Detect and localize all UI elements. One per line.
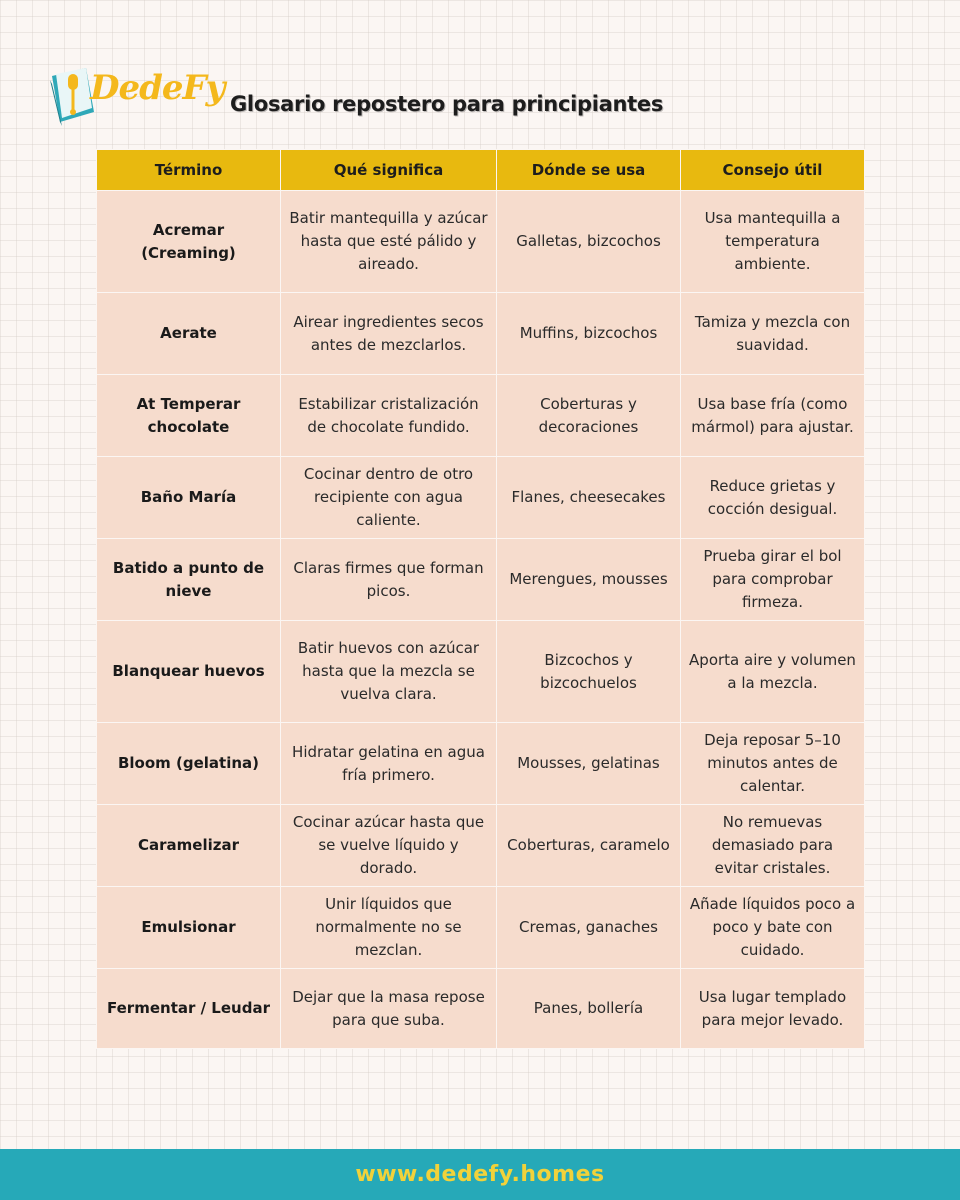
term-cell: At Temperar chocolate [97,375,281,457]
usage-cell: Bizcochos y bizcochuelos [497,621,681,723]
meaning-cell: Estabilizar cristalización de chocolate fundido. [281,375,497,457]
term-cell: Blanquear huevos [97,621,281,723]
tip-cell: Prueba girar el bol para comprobar firmeza. [681,539,865,621]
meaning-cell: Batir mantequilla y azúcar hasta que esté pálido y aireado. [281,191,497,293]
table-row [97,539,865,621]
term-cell: Batido a punto de nieve [97,539,281,621]
usage-cell: Merengues, mousses [497,539,681,621]
header-meaning: Qué significa [281,150,497,191]
usage-cell: Coberturas, caramelo [497,805,681,887]
tip-cell: Usa mantequilla a temperatura ambiente. [681,191,865,293]
tip-cell: Deja reposar 5–10 minutos antes de calentar. [681,723,865,805]
table-header-row [97,150,865,191]
table-row [97,887,865,969]
footer-url-link[interactable]: www.dedefy.homes [355,1162,605,1187]
header-tip: Consejo útil [681,150,865,191]
usage-cell: Flanes, cheesecakes [497,457,681,539]
usage-cell: Galletas, bizcochos [497,191,681,293]
page-title: Glosario repostero para principiantes [230,92,664,116]
tip-cell: Usa lugar templado para mejor levado. [681,969,865,1049]
tip-cell: Añade líquidos poco a poco y bate con cuidado. [681,887,865,969]
tip-cell: Aporta aire y volumen a la mezcla. [681,621,865,723]
tip-cell: No remuevas demasiado para evitar cristales. [681,805,865,887]
header-usage: Dónde se usa [497,150,681,191]
usage-cell: Mousses, gelatinas [497,723,681,805]
meaning-cell: Dejar que la masa repose para que suba. [281,969,497,1049]
tip-cell: Reduce grietas y cocción desigual. [681,457,865,539]
usage-cell: Coberturas y decoraciones [497,375,681,457]
header-term: Término [97,150,281,191]
usage-cell: Panes, bollería [497,969,681,1049]
meaning-cell: Claras firmes que forman picos. [281,539,497,621]
table-row [97,457,865,539]
term-cell: Baño María [97,457,281,539]
usage-cell: Cremas, ganaches [497,887,681,969]
table-row [97,375,865,457]
tip-cell: Tamiza y mezcla con suavidad. [681,293,865,375]
tip-cell: Usa base fría (como mármol) para ajustar. [681,375,865,457]
glossary-table [96,149,865,1049]
table-row [97,723,865,805]
usage-cell: Muffins, bizcochos [497,293,681,375]
footer-bar [0,1149,960,1200]
meaning-cell: Cocinar dentro de otro recipiente con agua caliente. [281,457,497,539]
meaning-cell: Unir líquidos que normalmente no se mezclan. [281,887,497,969]
term-cell: Acremar (Creaming) [97,191,281,293]
table-row [97,621,865,723]
table-row [97,293,865,375]
meaning-cell: Airear ingredientes secos antes de mezclarlos. [281,293,497,375]
meaning-cell: Hidratar gelatina en agua fría primero. [281,723,497,805]
meaning-cell: Batir huevos con azúcar hasta que la mezcla se vuelva clara. [281,621,497,723]
table-row [97,969,865,1049]
term-cell: Emulsionar [97,887,281,969]
brand-logo [46,62,225,132]
table-row [97,191,865,293]
table-row [97,805,865,887]
logo-text: DedeFy [90,68,225,108]
term-cell: Bloom (gelatina) [97,723,281,805]
term-cell: Caramelizar [97,805,281,887]
term-cell: Fermentar / Leudar [97,969,281,1049]
term-cell: Aerate [97,293,281,375]
meaning-cell: Cocinar azúcar hasta que se vuelve líquido y dorado. [281,805,497,887]
